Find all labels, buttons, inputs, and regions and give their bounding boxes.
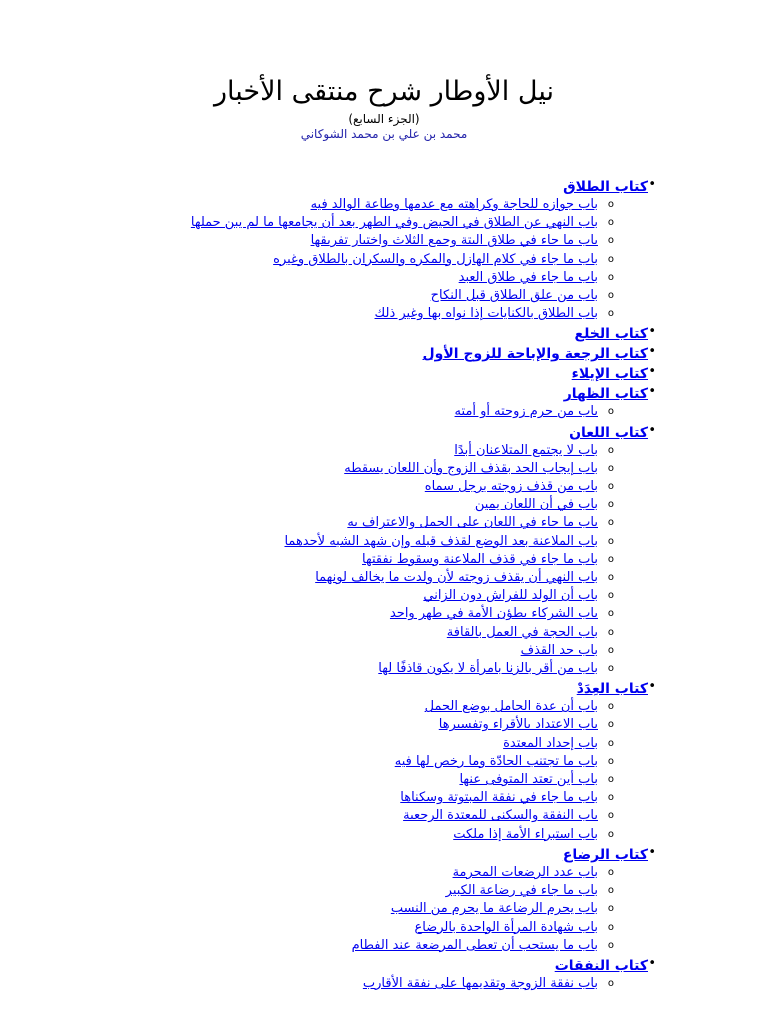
toc-book xyxy=(148,678,656,844)
chapter-item xyxy=(148,937,614,955)
toc-book xyxy=(148,422,656,679)
chapter-item xyxy=(148,251,614,269)
bullet-icon: • xyxy=(648,177,656,192)
circle-bullet-icon: o xyxy=(607,921,614,933)
circle-bullet-icon: o xyxy=(607,481,614,493)
chapter-item xyxy=(148,919,614,937)
chapter-link[interactable]: باب من حرم زوجته أو أمته xyxy=(454,404,598,420)
bullet-icon: • xyxy=(648,422,656,438)
chapter-link[interactable]: باب الملاعنة بعد الوضع لقذف قبله وإن شهد الشبه لأحدهما xyxy=(284,533,598,549)
circle-bullet-icon: o xyxy=(607,644,614,656)
toc-book xyxy=(148,363,656,383)
circle-bullet-icon: o xyxy=(607,290,614,302)
circle-bullet-icon: o xyxy=(607,737,614,749)
chapter-item xyxy=(148,269,614,287)
circle-bullet-icon: o xyxy=(607,535,614,547)
chapter-link[interactable]: باب من علق الطلاق قبل النكاح xyxy=(430,288,598,304)
circle-bullet-icon: o xyxy=(607,626,614,638)
chapter-item xyxy=(148,735,614,753)
circle-bullet-icon: o xyxy=(607,755,614,767)
chapter-link[interactable]: باب ما جاء في قذف الملاعنة وسقوط نفقتها xyxy=(362,551,598,567)
chapter-link[interactable]: باب ما جاء في طلاق البتة وجمع الثلاث واختيار تفريقها xyxy=(310,233,598,249)
chapter-item xyxy=(148,305,614,323)
circle-bullet-icon: o xyxy=(607,199,614,210)
chapter-item xyxy=(148,442,614,460)
chapter-item xyxy=(148,587,614,605)
toc-book xyxy=(148,323,656,343)
circle-bullet-icon: o xyxy=(607,235,614,247)
chapter-link[interactable]: باب الطلاق بالكنايات إذا نواه بها وغير ذلك xyxy=(374,306,598,322)
bullet-icon: • xyxy=(648,344,656,360)
book-link[interactable]: كتاب الرجعة والإباحة للزوج الأول xyxy=(422,346,648,363)
bullet-icon: • xyxy=(648,955,656,971)
chapter-item xyxy=(148,460,614,478)
circle-bullet-icon: o xyxy=(607,499,614,511)
table-of-contents xyxy=(148,176,656,993)
chapter-link[interactable]: باب يحرم الرضاعة ما يحرم من النسب xyxy=(390,901,598,917)
chapter-link[interactable]: باب في أن اللعان يمين xyxy=(474,497,598,513)
chapter-link[interactable]: باب من قذف زوجته برجل سماه xyxy=(424,479,598,495)
circle-bullet-icon: o xyxy=(607,828,614,840)
chapter-item xyxy=(148,900,614,918)
book-link[interactable]: كتاب الرضاع xyxy=(562,846,648,863)
chapter-item xyxy=(148,882,614,900)
chapter-link[interactable]: باب الاعتداد بالأقراء وتفسيرها xyxy=(438,717,598,733)
chapter-item xyxy=(148,642,614,660)
circle-bullet-icon: o xyxy=(607,701,614,713)
bullet-icon: • xyxy=(648,384,656,400)
circle-bullet-icon: o xyxy=(607,217,614,229)
chapter-item xyxy=(148,514,614,532)
circle-bullet-icon: o xyxy=(607,977,614,989)
chapter-link[interactable]: باب لا يجتمع المتلاعنان أبدًا xyxy=(454,442,598,458)
chapter-link[interactable]: باب حد القذف xyxy=(520,642,598,658)
bullet-icon: • xyxy=(648,844,656,860)
chapter-item xyxy=(148,975,614,993)
chapter-item xyxy=(148,478,614,496)
circle-bullet-icon: o xyxy=(607,572,614,584)
book-link[interactable]: كتاب الطلاق xyxy=(563,179,648,195)
chapter-item xyxy=(148,533,614,551)
page-title: نيل الأوطار شرح منتقى الأخبار xyxy=(213,76,554,107)
chapter-item xyxy=(148,864,614,882)
circle-bullet-icon: o xyxy=(607,663,614,675)
chapter-item xyxy=(148,287,614,305)
chapter-item xyxy=(148,232,614,250)
chapter-list xyxy=(148,698,648,844)
chapter-item xyxy=(148,826,614,844)
chapter-list xyxy=(148,442,648,679)
chapter-list xyxy=(148,864,648,955)
circle-bullet-icon: o xyxy=(607,444,614,456)
circle-bullet-icon: o xyxy=(607,462,614,474)
bullet-icon: • xyxy=(648,364,656,380)
circle-bullet-icon: o xyxy=(607,719,614,731)
chapter-item xyxy=(148,605,614,623)
chapter-item xyxy=(148,753,614,771)
circle-bullet-icon: o xyxy=(607,903,614,915)
chapter-link[interactable]: باب ما يستحب أن تعطى المرضعة عند الفطام xyxy=(351,937,598,953)
circle-bullet-icon: o xyxy=(607,608,614,620)
chapter-link[interactable]: باب ما جاء في رضاعة الكبير xyxy=(445,883,598,899)
chapter-item xyxy=(148,214,614,232)
circle-bullet-icon: o xyxy=(607,939,614,951)
book-link[interactable]: كتاب الإيلاء xyxy=(571,366,648,383)
chapter-link[interactable]: باب إحداد المعتدة xyxy=(503,735,598,751)
chapter-list xyxy=(148,403,648,421)
chapter-item xyxy=(148,807,614,825)
chapter-link[interactable]: باب جوازه للحاجة وكراهته مع عدمها وطاعة الوالد فيه xyxy=(310,197,598,212)
chapter-link[interactable]: باب النهي عن الطلاق في الحيض وفي الطهر بعد أن يجامعها ما لم يبن حملها xyxy=(190,215,598,231)
chapter-list xyxy=(148,196,648,323)
chapter-link[interactable]: باب استبراء الأمة إذا ملكت xyxy=(453,826,598,842)
chapter-link[interactable]: باب أن الولد للفراش دون الزاني xyxy=(423,588,598,604)
bullet-icon: • xyxy=(648,324,656,340)
toc-book xyxy=(148,844,656,955)
chapter-link[interactable]: باب من أقر بالزنا بامرأة لا يكون قاذفًا لها xyxy=(378,661,598,677)
toc-book xyxy=(148,343,656,363)
book-link[interactable]: كتاب العِدَدْ xyxy=(576,681,648,698)
chapter-link[interactable]: باب أين تعتد المتوفى عنها xyxy=(459,772,598,788)
chapter-item xyxy=(148,624,614,642)
chapter-link[interactable]: باب ما جاء في طلاق العبد xyxy=(458,269,598,285)
chapter-link[interactable]: باب ما تجتنب الحادّة وما رخص لها فيه xyxy=(394,753,598,769)
chapter-item xyxy=(148,551,614,569)
chapter-link[interactable]: باب النفقة والسكنى للمعتدة الرجعية xyxy=(403,808,598,824)
chapter-item xyxy=(148,698,614,716)
circle-bullet-icon: o xyxy=(607,517,614,529)
circle-bullet-icon: o xyxy=(607,866,614,878)
chapter-item xyxy=(148,789,614,807)
circle-bullet-icon: o xyxy=(607,308,614,320)
chapter-link[interactable]: باب عدد الرضعات المحرمة xyxy=(452,864,598,880)
circle-bullet-icon: o xyxy=(607,406,614,418)
chapter-item xyxy=(148,403,614,421)
circle-bullet-icon: o xyxy=(607,553,614,565)
chapter-link[interactable]: باب إيجاب الحد بقذف الزوج وأن اللعان يسقطه xyxy=(344,460,598,476)
circle-bullet-icon: o xyxy=(607,253,614,265)
chapter-link[interactable]: باب أن عدة الحامل بوضع الحمل xyxy=(424,699,598,715)
book-link[interactable]: كتاب اللعان xyxy=(569,424,648,441)
circle-bullet-icon: o xyxy=(607,271,614,283)
author-name: محمد بن علي بن محمد الشوكاني xyxy=(300,127,468,141)
chapter-link[interactable]: باب نفقة الزوجة وتقديمها على نفقة الأقارب xyxy=(362,975,598,991)
chapter-link[interactable]: باب النهي أن يقذف زوجته لأن ولدت ما يخالف لونهما xyxy=(315,570,598,586)
book-link[interactable]: كتاب الخلع xyxy=(574,326,648,343)
chapter-item xyxy=(148,496,614,514)
volume-label: (الجزء السابع) xyxy=(348,112,420,126)
chapter-link[interactable]: باب الشركاء يطؤن الأمة في طهر واحد xyxy=(389,606,598,622)
chapter-item xyxy=(148,771,614,789)
bullet-icon: • xyxy=(648,679,656,695)
circle-bullet-icon: o xyxy=(607,810,614,822)
book-link[interactable]: كتاب الظهار xyxy=(563,386,648,403)
circle-bullet-icon: o xyxy=(607,774,614,786)
chapter-link[interactable]: باب الحجة في العمل بالقافة xyxy=(446,624,598,640)
chapter-link[interactable]: باب ما جاء في كلام الهازل والمكره والسكران بالطلاق وغيره xyxy=(273,251,598,267)
chapter-list xyxy=(148,975,648,993)
toc-book xyxy=(148,955,656,993)
book-link[interactable]: كتاب النفقات xyxy=(554,957,648,974)
toc-book xyxy=(148,383,656,421)
circle-bullet-icon: o xyxy=(607,792,614,804)
chapter-item xyxy=(148,660,614,678)
chapter-item xyxy=(148,196,614,214)
toc-book xyxy=(148,176,656,323)
circle-bullet-icon: o xyxy=(607,590,614,602)
document-header xyxy=(0,72,768,142)
chapter-link[interactable]: باب ما جاء في اللعان على الحمل والاعتراف به xyxy=(347,515,598,531)
chapter-link[interactable]: باب ما جاء في نفقة المبتوتة وسكناها xyxy=(400,790,598,806)
circle-bullet-icon: o xyxy=(607,885,614,897)
chapter-item xyxy=(148,569,614,587)
chapter-link[interactable]: باب شهادة المرأة الواحدة بالرضاع xyxy=(414,919,598,935)
chapter-item xyxy=(148,716,614,734)
